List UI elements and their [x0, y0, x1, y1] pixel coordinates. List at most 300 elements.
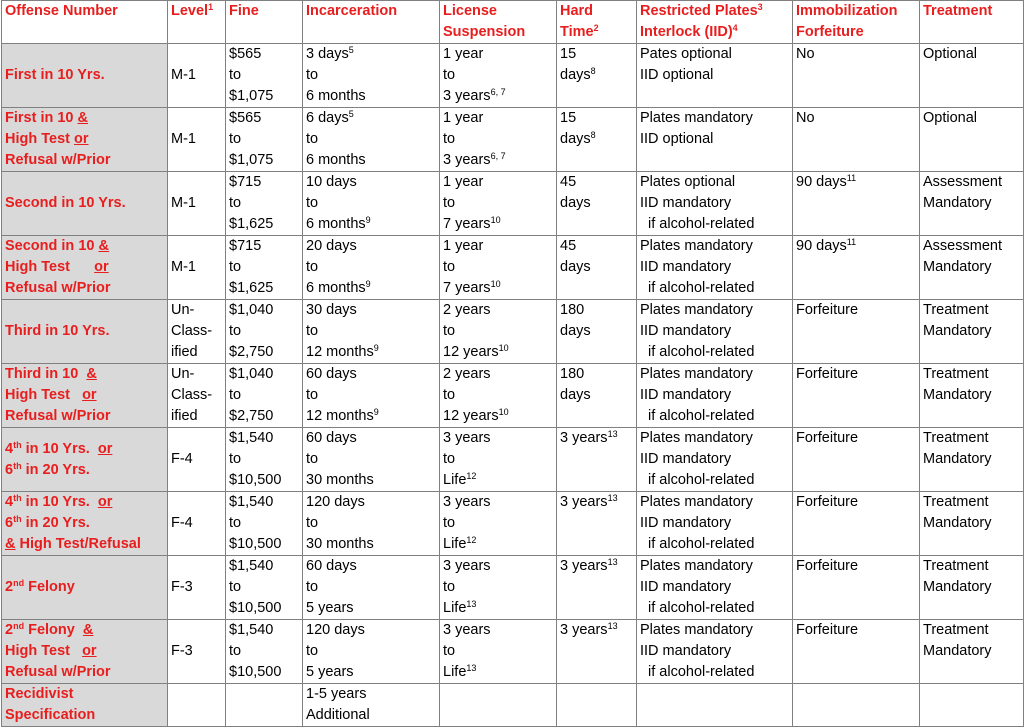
- restricted-text: Plates mandatory: [640, 430, 753, 446]
- incarceration-line: [306, 150, 436, 171]
- restricted-text: IID mandatory: [640, 643, 732, 659]
- treatment-text: Treatment: [923, 430, 989, 446]
- license-suspension-text: to: [443, 451, 456, 467]
- restricted-text: if alcohol-related: [648, 280, 755, 296]
- incarceration-text: 120 days: [306, 494, 365, 510]
- restricted-plates-cell: [637, 556, 793, 620]
- restricted-text: Plates mandatory: [640, 366, 753, 382]
- superscript: 1: [208, 2, 214, 12]
- license-suspension-text: 2 years: [443, 302, 491, 318]
- offense-text: 2: [5, 579, 14, 595]
- level-cell: [168, 236, 226, 300]
- superscript: th: [13, 460, 22, 471]
- restricted-text: if alcohol-related: [648, 344, 755, 360]
- license-suspension-text: to: [443, 515, 456, 531]
- treatment-text: Assessment: [923, 238, 1002, 254]
- superscript: 10: [498, 343, 509, 353]
- offense-connector: or: [97, 494, 113, 510]
- restricted-text: Pates optional: [640, 46, 732, 62]
- offense-text: in 10 Yrs.: [21, 494, 98, 510]
- offense-line: [5, 150, 164, 171]
- header-immobilization-forfeiture: [793, 1, 920, 44]
- license-suspension-text: 3 years: [443, 558, 491, 574]
- incarceration-text: 120 days: [306, 622, 365, 638]
- immobilization-text: Forfeiture: [796, 302, 859, 318]
- license-suspension-text: 3 years: [443, 622, 491, 638]
- hard-time-cell: [557, 108, 637, 172]
- license-suspension-text: to: [443, 67, 456, 83]
- fine-text: to: [229, 323, 242, 339]
- level-cell: [168, 684, 226, 727]
- immobilization-line: [796, 492, 916, 513]
- license-suspension-text: 3 years: [443, 494, 491, 510]
- treatment-text: Mandatory: [923, 323, 992, 339]
- immobilization-text: Forfeiture: [796, 430, 859, 446]
- license-suspension-text: Life: [443, 600, 467, 616]
- immobilization-line: [796, 44, 916, 65]
- incarceration-line: [306, 470, 436, 491]
- header-level: [168, 1, 226, 44]
- incarceration-text: 5 years: [306, 664, 354, 680]
- treatment-text: Optional: [923, 110, 978, 126]
- treatment-text: Treatment: [923, 558, 989, 574]
- offense-text: 4: [5, 440, 14, 457]
- incarceration-text: to: [306, 515, 319, 531]
- fine-text: to: [229, 515, 242, 531]
- treatment-text: Treatment: [923, 366, 989, 382]
- license-suspension-cell: [440, 428, 557, 492]
- license-suspension-text: 2 years: [443, 366, 491, 382]
- license-suspension-text: to: [443, 259, 456, 275]
- offense-line: [5, 620, 164, 641]
- offense-text: Third in 10: [5, 366, 87, 382]
- table-row: [2, 556, 1024, 620]
- fine-text: $1,540: [229, 430, 274, 446]
- hard-time-text: days: [560, 195, 591, 211]
- incarceration-line: [306, 86, 436, 107]
- license-suspension-text: to: [443, 323, 456, 339]
- hard-time-cell: [557, 364, 637, 428]
- superscript: 5: [348, 109, 354, 119]
- immobilization-line: [796, 300, 916, 321]
- hard-time-line: [560, 172, 633, 193]
- fine-text: to: [229, 259, 242, 275]
- license-suspension-line: [443, 364, 553, 385]
- offense-text: 4: [5, 494, 14, 510]
- offense-line: [5, 385, 164, 406]
- incarceration-text: 12 months: [306, 408, 374, 424]
- fine-text: $10,500: [229, 600, 282, 616]
- superscript: 13: [607, 429, 618, 439]
- offense-line: [5, 108, 164, 129]
- superscript: 11: [846, 237, 857, 247]
- header-text: Treatment: [923, 3, 993, 19]
- hard-time-line: [560, 428, 633, 449]
- restricted-plates-cell: [637, 172, 793, 236]
- superscript: 10: [498, 407, 509, 417]
- offense-text: First in 10 Yrs.: [5, 67, 105, 83]
- restricted-text: if alcohol-related: [648, 408, 755, 424]
- fine-text: to: [229, 387, 242, 403]
- restricted-text: Plates mandatory: [640, 494, 753, 510]
- license-suspension-line: [443, 598, 553, 619]
- fine-text: $1,540: [229, 622, 274, 638]
- superscript: 8: [590, 66, 596, 76]
- incarceration-text: 6 months: [306, 280, 366, 296]
- incarceration-text: 30 days: [306, 302, 357, 318]
- superscript: 13: [607, 621, 618, 631]
- superscript: 11: [846, 173, 857, 183]
- hard-time-line: [560, 321, 633, 342]
- license-suspension-line: [443, 556, 553, 577]
- incarceration-text: to: [306, 195, 319, 211]
- incarceration-cell: [303, 172, 440, 236]
- superscript: nd: [13, 621, 25, 631]
- hard-time-cell: [557, 172, 637, 236]
- hard-time-cell: [557, 300, 637, 364]
- offense-cell: [2, 172, 168, 236]
- immobilization-line: [796, 428, 916, 449]
- immobilization-cell: [793, 684, 920, 727]
- restricted-text: if alcohol-related: [648, 472, 755, 488]
- header-text: Level: [171, 3, 209, 19]
- restricted-text: IID mandatory: [640, 579, 732, 595]
- hard-time-text: 180: [560, 302, 585, 318]
- incarceration-line: [306, 65, 436, 86]
- treatment-text: Treatment: [923, 302, 989, 318]
- license-suspension-line: [443, 577, 553, 598]
- license-suspension-line: [443, 214, 553, 235]
- fine-cell: [226, 300, 303, 364]
- level-cell: [168, 300, 226, 364]
- restricted-plates-cell: [637, 236, 793, 300]
- hard-time-text: days: [560, 259, 591, 275]
- offense-text: Refusal w/Prior: [5, 664, 111, 680]
- incarceration-text: 1-5 years: [306, 686, 367, 702]
- incarceration-line: [306, 236, 436, 257]
- immobilization-cell: [793, 44, 920, 108]
- incarceration-cell: [303, 236, 440, 300]
- incarceration-text: to: [306, 259, 319, 275]
- level-cell: [168, 364, 226, 428]
- restricted-text: Plates mandatory: [640, 238, 753, 254]
- fine-cell: [226, 44, 303, 108]
- offense-line: [5, 236, 164, 257]
- incarceration-line: [306, 193, 436, 214]
- license-suspension-text: to: [443, 387, 456, 403]
- level-cell: [168, 620, 226, 684]
- restricted-plates-cell: [637, 492, 793, 556]
- offense-line: [5, 662, 164, 683]
- penalty-table: [1, 0, 1024, 727]
- incarceration-line: [306, 556, 436, 577]
- immobilization-line: [796, 556, 916, 577]
- offense-cell: [2, 364, 168, 428]
- license-suspension-line: [443, 278, 553, 299]
- incarceration-line: [306, 172, 436, 193]
- license-suspension-line: [443, 428, 553, 449]
- level-text: ified: [171, 344, 198, 360]
- level-cell: [168, 108, 226, 172]
- incarceration-cell: [303, 364, 440, 428]
- superscript: 9: [373, 343, 379, 353]
- offense-connector: &: [86, 366, 97, 382]
- restricted-text: IID mandatory: [640, 515, 732, 531]
- hard-time-text: 3 years: [560, 494, 608, 510]
- incarceration-text: 6 months: [306, 88, 366, 104]
- header-text: Fine: [229, 3, 259, 19]
- header-offense-number: [2, 1, 168, 44]
- incarceration-line: [306, 684, 436, 705]
- license-suspension-text: 1 year: [443, 238, 484, 254]
- fine-cell: [226, 236, 303, 300]
- restricted-text: IID mandatory: [640, 387, 732, 403]
- incarceration-cell: [303, 44, 440, 108]
- treatment-cell: [920, 556, 1024, 620]
- offense-connector: &: [98, 238, 109, 254]
- treatment-cell: [920, 492, 1024, 556]
- fine-text: to: [229, 579, 242, 595]
- offense-cell: [2, 556, 168, 620]
- license-suspension-text: 1 year: [443, 46, 484, 62]
- license-suspension-line: [443, 513, 553, 534]
- offense-cell: [2, 684, 168, 727]
- offense-text: in 20 Yrs.: [21, 515, 90, 531]
- license-suspension-cell: [440, 620, 557, 684]
- hard-time-cell: [557, 556, 637, 620]
- license-suspension-line: [443, 300, 553, 321]
- immobilization-text: Forfeiture: [796, 558, 859, 574]
- immobilization-cell: [793, 172, 920, 236]
- incarceration-text: 20 days: [306, 238, 357, 254]
- hard-time-line: [560, 108, 633, 129]
- offense-cell: [2, 492, 168, 556]
- immobilization-cell: [793, 300, 920, 364]
- hard-time-line: [560, 492, 633, 513]
- fine-text: $1,040: [229, 302, 274, 318]
- immobilization-text: 90 days: [796, 238, 847, 254]
- immobilization-line: [796, 236, 916, 257]
- incarceration-text: 60 days: [306, 366, 357, 382]
- superscript: 10: [490, 279, 501, 289]
- hard-time-line: [560, 257, 633, 278]
- level-text: M-1: [171, 259, 196, 275]
- treatment-text: Mandatory: [923, 387, 992, 403]
- incarceration-text: to: [306, 131, 319, 147]
- incarceration-line: [306, 364, 436, 385]
- incarceration-text: 10 days: [306, 174, 357, 190]
- restricted-text: if alcohol-related: [648, 216, 755, 232]
- incarceration-text: 6 months: [306, 152, 366, 168]
- restricted-text: IID mandatory: [640, 195, 732, 211]
- incarceration-line: [306, 321, 436, 342]
- offense-line: [5, 257, 164, 278]
- hard-time-cell: [557, 44, 637, 108]
- level-text: Class-: [171, 387, 213, 403]
- immobilization-cell: [793, 428, 920, 492]
- hard-time-line: [560, 300, 633, 321]
- fine-cell: [226, 492, 303, 556]
- immobilization-cell: [793, 556, 920, 620]
- fine-text: $565: [229, 110, 262, 126]
- offense-cell: [2, 108, 168, 172]
- offense-connector: or: [97, 440, 113, 457]
- offense-connector: or: [94, 259, 109, 275]
- offense-text: Second in 10: [5, 238, 99, 254]
- fine-cell: [226, 620, 303, 684]
- fine-text: $1,625: [229, 280, 274, 296]
- immobilization-text: No: [796, 46, 815, 62]
- incarceration-line: [306, 214, 436, 235]
- header-text: License Suspension: [443, 3, 526, 40]
- offense-connector: &: [77, 110, 89, 126]
- fine-text: to: [229, 195, 242, 211]
- superscript: th: [13, 514, 22, 524]
- treatment-text: Mandatory: [923, 195, 992, 211]
- offense-line: [5, 278, 164, 299]
- fine-text: $1,075: [229, 152, 274, 168]
- incarceration-line: [306, 300, 436, 321]
- immobilization-text: 90 days: [796, 174, 847, 190]
- fine-cell: [226, 556, 303, 620]
- superscript: 4: [732, 23, 738, 33]
- incarceration-line: [306, 257, 436, 278]
- treatment-cell: [920, 620, 1024, 684]
- incarceration-text: to: [306, 387, 319, 403]
- fine-cell: [226, 172, 303, 236]
- header-text: Offense Number: [5, 3, 118, 19]
- superscript: 12: [466, 471, 477, 481]
- level-text: Class-: [171, 323, 213, 339]
- treatment-text: Mandatory: [923, 643, 992, 659]
- superscript: nd: [13, 578, 25, 588]
- license-suspension-line: [443, 44, 553, 65]
- level-text: F-4: [171, 515, 193, 531]
- superscript: 13: [607, 557, 618, 567]
- license-suspension-text: 12 years: [443, 408, 499, 424]
- immobilization-cell: [793, 620, 920, 684]
- offense-text: Felony: [24, 622, 83, 638]
- fine-text: $565: [229, 46, 262, 62]
- offense-text: Refusal w/Prior: [5, 152, 111, 168]
- immobilization-text: No: [796, 110, 815, 126]
- level-text: F-3: [171, 643, 193, 659]
- hard-time-cell: [557, 236, 637, 300]
- hard-time-text: 15: [560, 110, 577, 126]
- restricted-plates-cell: [637, 684, 793, 727]
- license-suspension-text: Life: [443, 664, 467, 680]
- hard-time-cell: [557, 428, 637, 492]
- offense-text: Second in 10 Yrs.: [5, 195, 126, 211]
- license-suspension-text: to: [443, 131, 456, 147]
- restricted-text: Plates optional: [640, 174, 736, 190]
- immobilization-cell: [793, 236, 920, 300]
- hard-time-cell: [557, 684, 637, 727]
- table-row: [2, 108, 1024, 172]
- license-suspension-line: [443, 470, 553, 491]
- license-suspension-text: Life: [443, 536, 467, 552]
- license-suspension-line: [443, 406, 553, 427]
- license-suspension-cell: [440, 492, 557, 556]
- restricted-text: Plates mandatory: [640, 622, 753, 638]
- table-body: [2, 44, 1024, 727]
- incarceration-line: [306, 492, 436, 513]
- level-text: Un-: [171, 366, 195, 382]
- incarceration-text: to: [306, 451, 319, 467]
- treatment-text: Optional: [923, 46, 978, 62]
- hard-time-text: days: [560, 67, 591, 83]
- offense-cell: [2, 620, 168, 684]
- restricted-text: Plates mandatory: [640, 558, 753, 574]
- license-suspension-cell: [440, 172, 557, 236]
- header-text: Interlock (IID): [640, 24, 733, 40]
- license-suspension-cell: [440, 236, 557, 300]
- immobilization-cell: [793, 364, 920, 428]
- treatment-cell: [920, 172, 1024, 236]
- hard-time-text: 45: [560, 174, 577, 190]
- header-text: Hard Time: [560, 3, 594, 40]
- incarceration-text: to: [306, 67, 319, 83]
- incarceration-cell: [303, 300, 440, 364]
- incarceration-text: 60 days: [306, 430, 357, 446]
- header-treatment: [920, 1, 1024, 44]
- level-cell: [168, 44, 226, 108]
- incarceration-text: 30 months: [306, 536, 374, 552]
- immobilization-text: Forfeiture: [796, 366, 859, 382]
- incarceration-text: 12 months: [306, 344, 374, 360]
- treatment-cell: [920, 684, 1024, 727]
- hard-time-line: [560, 44, 633, 65]
- incarceration-cell: [303, 428, 440, 492]
- level-text: M-1: [171, 195, 196, 211]
- treatment-text: Treatment: [923, 494, 989, 510]
- fine-text: $715: [229, 174, 262, 190]
- restricted-plates-cell: [637, 108, 793, 172]
- offense-text: Third in 10 Yrs.: [5, 323, 110, 339]
- license-suspension-cell: [440, 44, 557, 108]
- hard-time-line: [560, 620, 633, 641]
- hard-time-line: [560, 385, 633, 406]
- license-suspension-text: 7 years: [443, 280, 491, 296]
- license-suspension-line: [443, 321, 553, 342]
- license-suspension-line: [443, 108, 553, 129]
- superscript: 9: [365, 215, 371, 225]
- hard-time-cell: [557, 492, 637, 556]
- offense-text: First in 10: [5, 110, 78, 126]
- incarceration-cell: [303, 492, 440, 556]
- fine-text: to: [229, 131, 242, 147]
- incarceration-line: [306, 577, 436, 598]
- restricted-plates-cell: [637, 300, 793, 364]
- fine-cell: [226, 684, 303, 727]
- hard-time-line: [560, 65, 633, 86]
- restricted-plates-cell: [637, 364, 793, 428]
- license-suspension-line: [443, 662, 553, 683]
- restricted-plates-cell: [637, 620, 793, 684]
- superscript: 10: [490, 215, 501, 225]
- restricted-plates-cell: [637, 44, 793, 108]
- hard-time-cell: [557, 620, 637, 684]
- incarceration-line: [306, 513, 436, 534]
- offense-text: High Test/Refusal: [15, 536, 141, 552]
- treatment-cell: [920, 236, 1024, 300]
- offense-text: Refusal w/Prior: [5, 408, 111, 424]
- offense-cell: [2, 428, 168, 492]
- license-suspension-line: [443, 385, 553, 406]
- treatment-text: Mandatory: [923, 259, 992, 275]
- license-suspension-cell: [440, 556, 557, 620]
- offense-text: Felony: [24, 579, 75, 595]
